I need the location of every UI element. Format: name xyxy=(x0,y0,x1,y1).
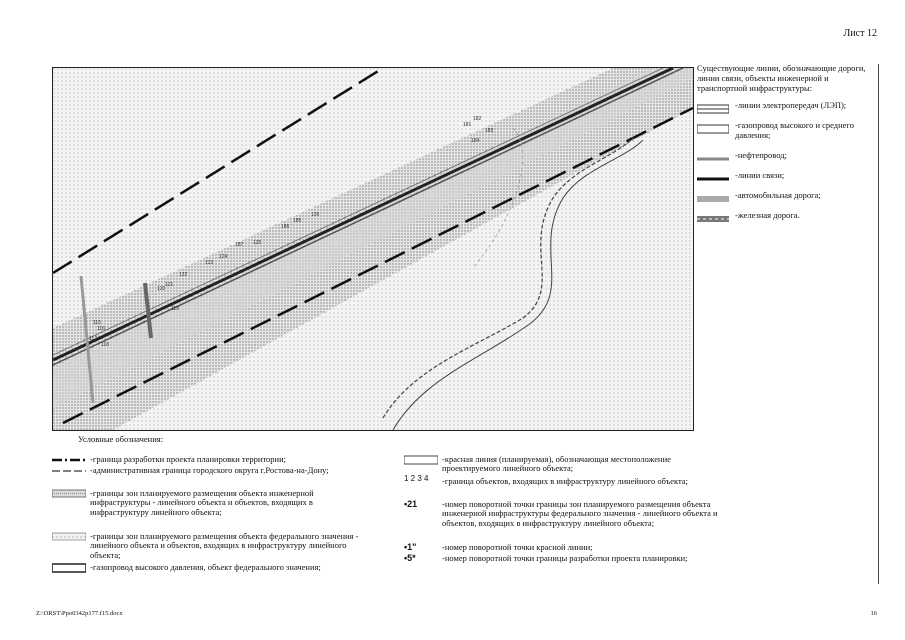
map-label: 183 xyxy=(485,128,494,134)
map-label: 182 xyxy=(473,116,482,122)
federal-gas-pipeline-symbol xyxy=(52,563,86,573)
legend-item-label: -границы зон планируемого размещения объекта инженерной инфраструктуры - линейного объекта и объектов, входящих в инфраструктуру линейного объекта; xyxy=(90,488,314,517)
federal-zone-symbol xyxy=(52,532,86,542)
page-rule xyxy=(878,64,879,584)
engineering-zone-symbol xyxy=(52,489,86,499)
map-label: 117 xyxy=(89,336,97,342)
legend-item xyxy=(697,101,877,121)
legend-item xyxy=(697,121,877,151)
legend-existing-lines xyxy=(697,64,877,231)
legend-item-label: -линии связи; xyxy=(735,170,785,181)
road-symbol xyxy=(697,194,729,204)
legend-item-label: -границы зон планируемого размещения объекта федерального значения - линейного объекта и объектов, входящих в инфраструктуру линейного объекта; xyxy=(90,531,359,560)
page-number: 16 xyxy=(870,610,877,617)
legend-item xyxy=(697,151,877,171)
map-frame xyxy=(52,67,694,431)
admin-boundary-symbol xyxy=(52,466,86,476)
map-label: 186 xyxy=(281,224,290,230)
legend-item-label: -граница объектов, входящих в инфраструктуру линейного объекта; xyxy=(442,476,688,486)
map-label: 184 xyxy=(471,138,480,144)
legend-item xyxy=(697,211,877,231)
legend-item-label: -номер поворотной точки границы разработки проекта планировки; xyxy=(442,553,688,563)
communication-line-symbol xyxy=(697,174,729,184)
map-label: 116 xyxy=(97,326,105,332)
oil-pipeline-symbol xyxy=(697,154,729,164)
legend-item-label: -газопровод высокого давления, объект федерального значения; xyxy=(90,562,321,572)
legend-bottom-title: Условные обозначения: xyxy=(78,434,164,444)
map-label: 124 xyxy=(219,254,228,260)
gas-pipeline-symbol xyxy=(697,124,729,134)
legend-item-label: -автомобильная дорога; xyxy=(735,190,821,201)
map-label: 125 xyxy=(253,240,262,246)
red-line-point-symbol: •1" xyxy=(404,542,417,552)
map-label: 121 xyxy=(165,282,174,288)
legend-item xyxy=(697,171,877,191)
map-label: 126 xyxy=(311,212,320,218)
legend-item-label: -номер поворотной точки границы зон планируемого размещения объекта инженерной инфраструктуры федерального значения - линейного объекта и объектов, входящих в инфраструктуру линейного объекта; xyxy=(442,499,718,528)
legend-item xyxy=(697,191,877,211)
legend-item-label: -красная линия (планируемая), обозначающая местоположение проектируемого линейного объекта; xyxy=(442,454,671,474)
legend-item-label: -номер поворотной точки красной линии; xyxy=(442,542,593,552)
sheet-number: Лист 12 xyxy=(843,28,877,39)
red-line-symbol xyxy=(404,455,438,465)
legend-item-label: -административная граница городского округа г.Ростова-на-Дону; xyxy=(90,465,329,475)
legend-item-label: -нефтепровод; xyxy=(735,150,787,161)
map-label: 118 xyxy=(101,342,109,348)
power-line-symbol xyxy=(697,104,729,114)
legend-item-label: -газопровод высокого и среднего давления; xyxy=(735,120,854,141)
legend-right-title: Существующие линии, обозначающие дороги, линии связи, объекты инженерной и транспортной инфраструктуры: xyxy=(697,63,866,93)
railway-symbol xyxy=(697,214,729,224)
map-drawing xyxy=(53,68,693,430)
map-label: 185 xyxy=(293,218,302,224)
file-path: Z:\ORST\Ppo0342p177.f15.docx xyxy=(36,610,123,617)
infrastructure-boundary-symbol: 1 2 3 4 xyxy=(404,474,429,483)
planning-boundary-symbol xyxy=(52,455,86,465)
legend-item-label: -линии электропередач (ЛЭП); xyxy=(735,100,847,111)
map-label: 187 xyxy=(235,242,244,248)
map-label: 115 xyxy=(93,320,101,326)
legend-item-label: -железная дорога. xyxy=(735,210,800,221)
zone-point-symbol: •21 xyxy=(404,499,418,509)
map-label: 119 xyxy=(171,306,179,312)
map-label: 122 xyxy=(179,272,188,278)
planning-point-symbol: •5* xyxy=(404,553,416,563)
legend-item-label: -граница разработки проекта планировки территории; xyxy=(90,454,287,464)
map-label: 120 xyxy=(157,286,166,292)
map-label: 181 xyxy=(463,122,472,128)
map-label: 123 xyxy=(205,260,214,266)
